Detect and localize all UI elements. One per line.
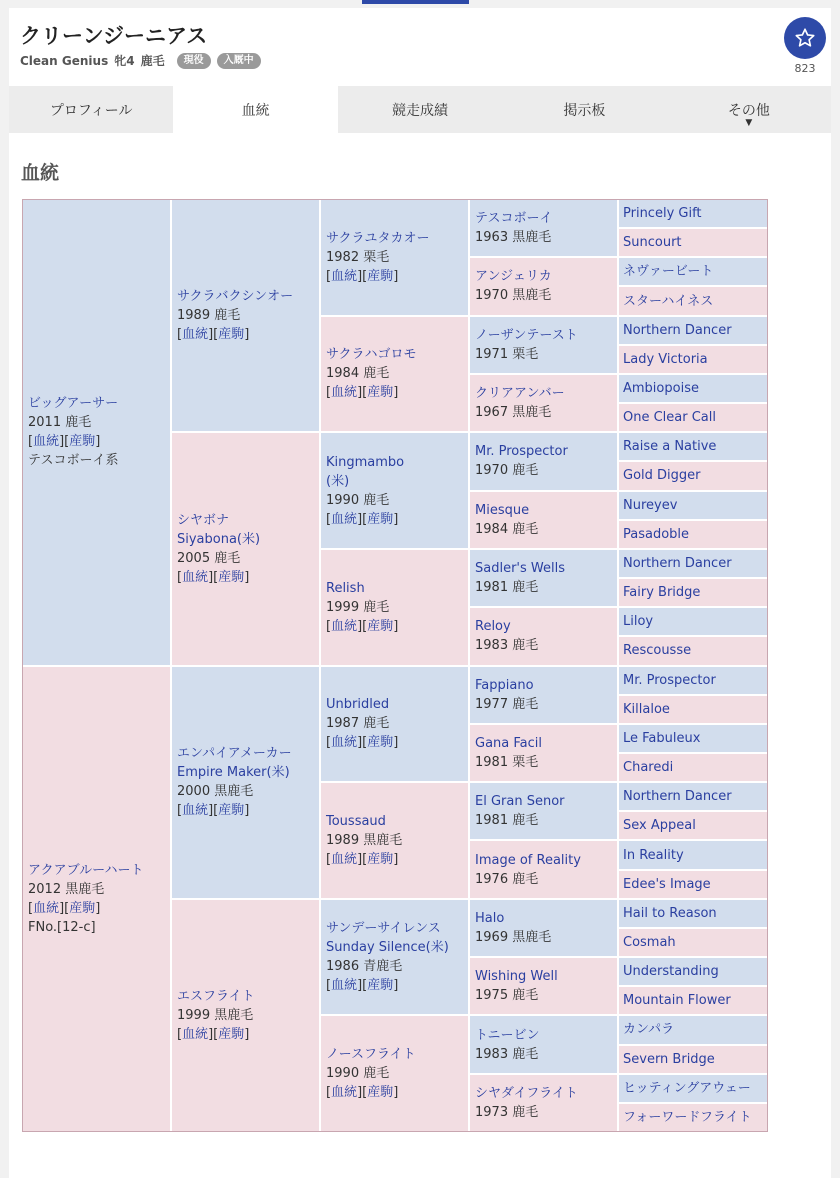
pedigree-cell [618,1015,768,1044]
favorite-button[interactable] [784,17,826,59]
horse-link[interactable]: Rescousse [623,643,692,659]
horse-link[interactable]: Mountain Flower [623,993,731,1009]
pedigree-cell [469,840,618,898]
pedigree-cell [469,316,618,374]
horse-link[interactable]: Miesque [475,502,530,518]
horse-info: 2012 黒鹿毛 [28,881,105,897]
pedigree-cell [469,1074,618,1132]
horse-link-alt[interactable]: (米) [326,473,350,489]
bracket: ] [393,618,399,634]
horse-info: 1999 鹿毛 [326,599,390,615]
pedigree-link[interactable]: 血統 [331,978,358,994]
horse-link[interactable]: スターハイネス [623,293,714,309]
horse-link[interactable]: フォーワードフライト [623,1109,752,1125]
pedigree-cell [320,666,469,783]
pedigree-cell [22,199,171,666]
bracket: [ [326,851,332,867]
pedigree-cell [618,1045,768,1074]
horse-info: 1975 鹿毛 [475,988,539,1004]
pedigree-cell [469,374,618,432]
horse-link[interactable]: Cosmah [623,934,676,950]
cell-links [326,617,463,636]
pedigree-cell [618,1074,768,1103]
bracket: ][ [208,1026,219,1042]
pedigree-cell [320,316,469,433]
bracket: ] [393,511,399,527]
horse-link[interactable]: Nureyev [623,497,678,513]
chevron-down-icon: ▼ [745,118,753,128]
horse-info: 1999 黒鹿毛 [177,1007,254,1023]
pedigree-cell [618,461,768,490]
bracket: ][ [59,434,70,450]
pedigree-cell [469,666,618,724]
bracket: ] [244,1026,250,1042]
horse-link[interactable]: シヤダイフライト [475,1085,578,1101]
pedigree-cell [469,724,618,782]
pedigree-link[interactable]: 血統 [331,268,358,284]
tab-race-results[interactable] [338,86,502,133]
pedigree-cell [618,316,768,345]
horse-link[interactable]: シヤボナ [177,512,230,528]
pedigree-cell [618,403,768,432]
horse-name: クリーンジーニアス [20,24,208,48]
pedigree-cell [618,811,768,840]
pedigree-cell [171,899,320,1132]
pedigree-link[interactable]: 血統 [33,900,60,916]
progeny-link[interactable]: 産駒 [367,1085,394,1101]
status-badge-active: 現役 [177,53,211,69]
status-badge-stable: 入厩中 [217,53,261,69]
tab-profile[interactable] [9,86,173,133]
horse-info: 2000 黒鹿毛 [177,784,254,800]
pedigree-link[interactable]: 血統 [182,327,209,343]
pedigree-cell [618,782,768,811]
pedigree-cell [469,549,618,607]
cell-links [177,568,314,587]
pedigree-link[interactable]: 血統 [182,803,209,819]
tab-bar [9,86,831,133]
horse-link[interactable]: Hail to Reason [623,905,717,921]
pedigree-cell [618,986,768,1015]
tab-label: 掲示板 [563,102,606,119]
horse-info: 1971 栗毛 [475,346,539,362]
horse-meta [20,52,261,69]
horse-link[interactable]: ノースフライト [326,1047,416,1063]
horse-info: 2011 鹿毛 [28,415,92,431]
pedigree-cell [618,432,768,461]
pedigree-cell [618,228,768,257]
tab-label: 競走成績 [392,102,449,119]
horse-info: 1976 鹿毛 [475,871,539,887]
bracket: ] [393,1085,399,1101]
horse-link-alt[interactable]: Sunday Silence(米) [326,940,449,956]
horse-link[interactable]: Northern Dancer [623,789,732,805]
horse-link[interactable]: Princely Gift [623,206,702,222]
tab-other[interactable] [667,86,831,133]
pedigree-link[interactable]: 血統 [331,385,358,401]
pedigree-cell [469,607,618,665]
bracket: [ [177,327,183,343]
cell-links [177,1025,314,1044]
horse-name-en: Clean Genius [20,53,109,68]
horse-info: 1970 黒鹿毛 [475,288,552,304]
horse-info: 1989 黒鹿毛 [326,832,403,848]
bracket: ] [393,978,399,994]
star-icon [794,27,816,49]
bracket: ][ [357,385,368,401]
pedigree-link[interactable]: 血統 [331,511,358,527]
progeny-link[interactable]: 産駒 [367,511,394,527]
pedigree-table [22,199,768,1132]
bracket: ][ [357,735,368,751]
horse-extra: テスコボーイ系 [28,453,119,469]
horse-link[interactable]: アクアブルーハート [28,862,144,878]
pedigree-cell [618,695,768,724]
pedigree-cell [618,491,768,520]
pedigree-cell [618,345,768,374]
progeny-link[interactable]: 産駒 [367,385,394,401]
pedigree-link[interactable]: 血統 [331,851,358,867]
pedigree-cell [618,520,768,549]
horse-info: 1987 鹿毛 [326,716,390,732]
horse-link[interactable]: ネヴァービート [623,264,714,280]
bracket: [ [326,978,332,994]
horse-header [9,8,831,86]
horse-link[interactable]: Le Fabuleux [623,730,701,746]
pedigree-cell [618,840,768,869]
horse-info: 1983 鹿毛 [475,638,539,654]
horse-link[interactable]: Fairy Bridge [623,585,701,601]
horse-info: 1967 黒鹿毛 [475,405,552,421]
bracket: ] [244,569,250,585]
horse-link[interactable]: Sadler's Wells [475,561,565,577]
bracket: ][ [208,803,219,819]
pedigree-cell [469,491,618,549]
horse-sex-age: 牝4 [114,54,135,68]
favorite-count: 823 [794,62,816,75]
horse-link[interactable]: Lady Victoria [623,351,708,367]
horse-link[interactable]: One Clear Call [623,410,716,426]
horse-link[interactable]: エンパイアメーカー [177,746,292,762]
pedigree-cell [618,928,768,957]
pedigree-cell [320,199,469,316]
progeny-link[interactable]: 産駒 [69,900,96,916]
horse-info: 1990 鹿毛 [326,492,390,508]
progeny-link[interactable]: 産駒 [367,618,394,634]
horse-link[interactable]: Ambiopoise [623,381,699,397]
pedigree-cell [469,1015,618,1073]
horse-link[interactable]: ヒッティングアウェー [623,1080,751,1096]
horse-info: 1970 鹿毛 [475,463,539,479]
horse-info: 1986 青鹿毛 [326,959,403,975]
bracket: [ [326,511,332,527]
bracket: ] [95,900,101,916]
cell-links [177,801,314,820]
pedigree-cell [618,199,768,228]
progeny-link[interactable]: 産駒 [367,735,394,751]
pedigree-cell [171,432,320,665]
horse-link[interactable]: In Reality [623,847,684,863]
tab-label: その他 [727,102,770,119]
bracket: ][ [208,327,219,343]
horse-link[interactable]: ビッグアーサー [28,396,119,412]
tab-label: プロフィール [49,102,133,119]
progeny-link[interactable]: 産駒 [218,569,245,585]
tab-pedigree[interactable] [173,86,337,133]
bracket: ][ [357,268,368,284]
pedigree-link[interactable]: 血統 [331,1085,358,1101]
pedigree-cell [618,257,768,286]
horse-link-alt[interactable]: Empire Maker(米) [177,765,290,781]
progeny-link[interactable]: 産駒 [218,803,245,819]
horse-link[interactable]: サンデーサイレンス [326,921,441,937]
horse-link[interactable]: Liloy [623,614,654,630]
pedigree-cell [320,782,469,899]
horse-link[interactable]: El Gran Senor [475,794,565,810]
cell-links [177,325,314,344]
cell-links [326,1083,463,1102]
bracket: ] [244,803,250,819]
bracket: ][ [208,569,219,585]
horse-link[interactable]: カンパラ [623,1022,675,1038]
bracket: ][ [357,978,368,994]
cell-links [326,976,463,995]
horse-link[interactable]: Reloy [475,619,511,635]
pedigree-link[interactable]: 血統 [182,569,209,585]
bracket: ][ [357,511,368,527]
progeny-link[interactable]: 産駒 [367,978,394,994]
bracket: [ [326,735,332,751]
horse-link[interactable]: Fappiano [475,677,534,693]
pedigree-cell [469,957,618,1015]
horse-link[interactable]: Pasadoble [623,526,690,542]
tab-bbs[interactable] [502,86,666,133]
horse-link[interactable]: Charedi [623,760,674,776]
bracket: ] [393,851,399,867]
progeny-link[interactable]: 産駒 [218,327,245,343]
bracket: ][ [357,1085,368,1101]
pedigree-cell [618,374,768,403]
bracket: ] [95,434,101,450]
pedigree-cell [618,753,768,782]
horse-link[interactable]: アンジェリカ [475,269,552,285]
horse-link[interactable]: Toussaud [326,813,386,829]
pedigree-cell [618,607,768,636]
pedigree-link[interactable]: 血統 [182,1026,209,1042]
horse-info: 1969 黒鹿毛 [475,929,552,945]
pedigree-cell [320,432,469,549]
horse-link[interactable]: Wishing Well [475,969,558,985]
pedigree-cell [469,899,618,957]
pedigree-cell [618,636,768,665]
horse-info: 1981 鹿毛 [475,813,539,829]
horse-info: 1984 鹿毛 [475,521,539,537]
bracket: ] [393,735,399,751]
horse-info: 1983 鹿毛 [475,1046,539,1062]
pedigree-cell [618,899,768,928]
horse-link[interactable]: Edee's Image [623,876,711,892]
pedigree-cell [469,782,618,840]
cell-links [326,267,463,286]
horse-link[interactable]: Northern Dancer [623,322,732,338]
bracket: ] [393,268,399,284]
horse-info: 1981 鹿毛 [475,580,539,596]
pedigree-cell [618,870,768,899]
horse-link[interactable]: Severn Bridge [623,1051,715,1067]
cell-links [326,510,463,529]
pedigree-cell [171,199,320,432]
bracket: [ [326,1085,332,1101]
cell-links [326,733,463,752]
horse-info: 1973 鹿毛 [475,1104,539,1120]
bracket: ] [393,385,399,401]
horse-link[interactable]: Mr. Prospector [475,444,568,460]
section-title: 血統 [21,162,60,184]
pedigree-cell [469,257,618,315]
bracket: [ [28,434,34,450]
horse-link[interactable]: サクラユタカオー [326,230,430,246]
pedigree-cell [469,432,618,490]
horse-info: 1963 黒鹿毛 [475,230,552,246]
horse-link[interactable]: Northern Dancer [623,555,732,571]
pedigree-cell [469,199,618,257]
horse-link[interactable]: Understanding [623,964,719,980]
pedigree-cell [320,549,469,666]
horse-info: 1981 栗毛 [475,754,539,770]
horse-link[interactable]: サクラバクシンオー [177,289,294,305]
horse-extra: FNo.[12-c] [28,919,96,935]
pedigree-cell [618,578,768,607]
progeny-link[interactable]: 産駒 [367,851,394,867]
horse-link[interactable]: Kingmambo [326,454,405,470]
horse-link[interactable]: トニービン [475,1027,540,1043]
pedigree-cell [618,957,768,986]
pedigree-cell [618,666,768,695]
progeny-link[interactable]: 産駒 [218,1026,245,1042]
horse-link[interactable]: Halo [475,910,505,926]
bracket: ] [244,327,250,343]
pedigree-link[interactable]: 血統 [33,434,60,450]
horse-link[interactable]: Relish [326,580,365,596]
bracket: [ [326,618,332,634]
horse-link[interactable]: Mr. Prospector [623,672,716,688]
horse-link[interactable]: テスコボーイ [475,211,553,227]
cell-links [28,432,165,451]
horse-link[interactable]: Raise a Native [623,439,717,455]
scroll-indicator [362,0,469,4]
horse-info: 1984 鹿毛 [326,366,390,382]
horse-link[interactable]: Sex Appeal [623,818,696,834]
bracket: [ [326,268,332,284]
horse-info: 1990 鹿毛 [326,1066,390,1082]
bracket: ][ [357,851,368,867]
horse-link[interactable]: ノーザンテースト [475,327,578,343]
horse-link[interactable]: Suncourt [623,235,682,251]
horse-link[interactable]: エスフライト [177,988,255,1004]
horse-link[interactable]: Gana Facil [475,735,542,751]
tab-label: 血統 [241,102,270,119]
horse-info: 1989 鹿毛 [177,308,241,324]
horse-link[interactable]: Killaloe [623,701,670,717]
pedigree-cell [171,666,320,899]
horse-link-alt[interactable]: Siyabona(米) [177,531,261,547]
cell-links [326,850,463,869]
progeny-link[interactable]: 産駒 [367,268,394,284]
progeny-link[interactable]: 産駒 [69,434,96,450]
pedigree-cell [618,1103,768,1132]
horse-link[interactable]: Unbridled [326,697,390,713]
pedigree-link[interactable]: 血統 [331,735,358,751]
horse-link[interactable]: Image of Reality [475,852,581,868]
bracket: [ [326,385,332,401]
pedigree-cell [22,666,171,1133]
bracket: [ [177,569,183,585]
pedigree-cell [618,286,768,315]
pedigree-cell [320,1015,469,1132]
cell-links [326,383,463,402]
horse-info: 1977 鹿毛 [475,696,539,712]
pedigree-cell [618,549,768,578]
pedigree-link[interactable]: 血統 [331,618,358,634]
horse-info: 2005 鹿毛 [177,550,241,566]
bracket: [ [177,803,183,819]
bracket: [ [177,1026,183,1042]
pedigree-cell [320,899,469,1016]
horse-info: 1982 栗毛 [326,249,390,265]
bracket: ][ [59,900,70,916]
bracket: ][ [357,618,368,634]
pedigree-cell [618,724,768,753]
horse-link[interactable]: Gold Digger [623,468,701,484]
horse-link[interactable]: サクラハゴロモ [326,347,417,363]
cell-links [28,899,165,918]
bracket: [ [28,900,34,916]
horse-link[interactable]: クリアアンバー [475,386,565,402]
horse-color: 鹿毛 [140,54,165,68]
